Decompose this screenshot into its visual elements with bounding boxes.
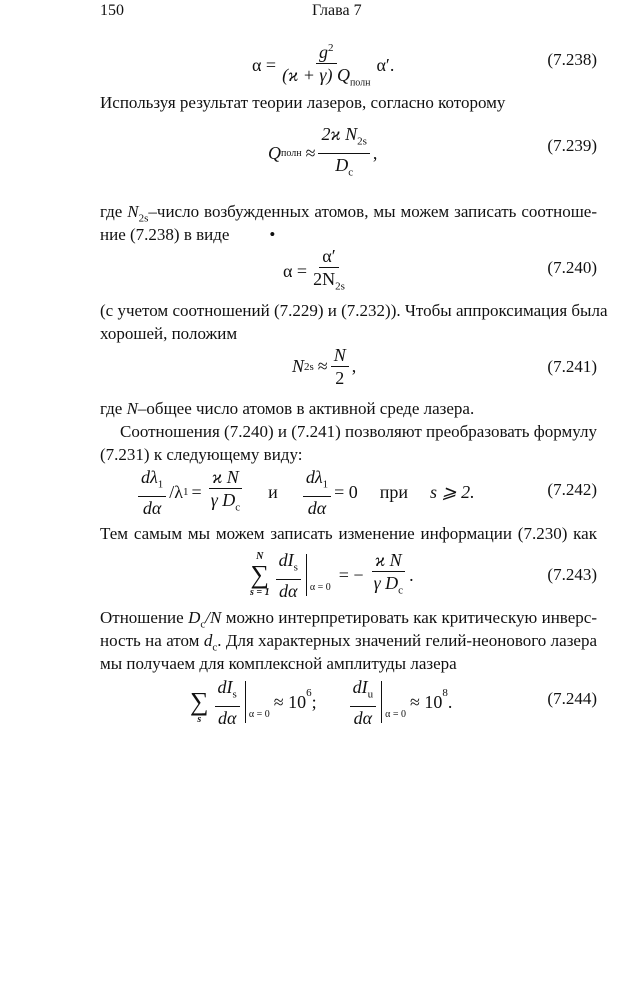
equation-7-243 [250,550,414,601]
text: где [100,202,128,221]
eq-sub: 1 [157,478,164,491]
eq-text: /λ [169,481,184,502]
sum-lower: s [197,714,202,726]
eq-tail: α′. [376,55,395,76]
eq-lhs: Q [268,142,281,163]
eq-text: = 0 [334,481,358,502]
eq-text: ≈ 10 [273,691,307,712]
text: можно интерпретировать как критическую инверс- [221,608,597,627]
fraction [310,246,348,297]
eq-sub: c [235,501,241,514]
sum-upper: N [256,551,264,563]
sub: 2s [138,212,149,225]
eq-num: dI [217,677,233,697]
eval-label: α = 0 [309,582,331,594]
eq-tail: . [409,564,414,585]
eq-den: dα [279,580,298,601]
var: /N [205,608,222,627]
paragraph-line [100,607,597,629]
equation-number: (7.244) [547,689,597,708]
eq-den: D [335,154,349,175]
eq-sub: 2s [335,280,345,293]
paragraph-line: (7.231) к следующему виду: [100,445,303,464]
eq-num: N [331,345,349,367]
fraction [318,124,369,182]
evaluation-bar [306,554,331,596]
eq-den: (ϰ + γ) Q [282,65,350,85]
paragraph-line [100,224,597,246]
fraction [276,550,301,601]
var: D [188,608,201,627]
paragraph-line: Используя результат теории лазеров, согласно которому [100,93,506,112]
eq-num: ϰ N [372,550,405,572]
paragraph-line: Соотношения (7.240) и (7.241) позволяют преобразовать формулу [120,422,598,441]
eq-tail: . [447,691,453,712]
eq-den: γ D [210,490,236,510]
paragraph-line: хорошей, положим [100,324,238,343]
eq-sub: 2s [357,135,367,148]
fraction [138,467,166,518]
sub: c [212,641,218,654]
eq-num: ϰ N [209,467,242,489]
text: где [100,399,127,418]
eq-den: dα [307,497,327,518]
evaluation-bar [381,681,406,723]
eq-num: dI [352,677,368,697]
sum-sign: N ∑ s = 1 [250,551,270,599]
eq-den: dα [142,497,162,518]
eq-text: ≈ 10 [410,691,443,712]
paragraph-line [100,201,597,223]
fraction [279,38,373,94]
eq-num: α′ [319,246,338,268]
equation-7-242 [135,467,475,518]
eval-label: α = 0 [385,709,407,721]
equation-number: (7.239) [547,136,597,155]
equation-7-239 [268,124,377,182]
eq-text: и [268,481,278,502]
text: . Для характерных значений гелий-неонового лазера [217,631,598,650]
fraction [371,550,406,601]
eq-num: g [319,42,329,62]
eq-sub: u [367,688,374,701]
eq-den: 2 [335,368,345,388]
equation-number: (7.243) [547,565,597,584]
equation-7-244 [190,677,452,728]
equation-number: (7.241) [547,357,597,376]
equation-number: (7.242) [547,480,597,499]
paragraph-line: мы получаем для комплексной амплитуды лазера [100,654,457,673]
paragraph-line [100,630,597,652]
fraction [303,467,331,518]
eq-den: dα [353,707,373,728]
eq-sup: 8 [442,687,448,699]
equation-number: (7.240) [547,258,597,277]
paragraph-line: (с учетом соотношений (7.229) и (7.232)). Чтобы аппроксимация была [100,301,608,320]
eq-sub: c [348,166,354,179]
fraction [215,677,240,728]
eq-text: ; [311,691,317,712]
eq-text: = [191,481,202,502]
equation-7-238 [252,38,394,94]
eq-lhs: N [292,356,305,376]
eq-approx: ≈ [317,356,328,376]
var: N [127,202,139,221]
text: –общее число атомов в активной среде лазера. [137,399,475,418]
paragraph-line: Тем самым мы можем записать изменение информации (7.230) как [100,524,597,543]
var: d [203,631,213,650]
eq-sub: s [232,688,237,701]
text: –число возбужденных атомов, мы можем записать соотноше- [148,202,598,221]
eq-sup: 6 [306,687,312,699]
eq-sup: 2 [328,42,334,54]
text: Отношение [100,608,189,627]
eq-sub: 1 [322,478,329,491]
fraction [350,677,377,728]
sum-sign: ∑ s [190,687,209,726]
eq-sub: 1 [183,486,189,499]
text: ние (7.238) в виде [100,225,230,244]
eq-num: dλ [141,467,158,487]
fraction [331,345,349,388]
equation-7-241 [292,345,356,388]
eq-num: dλ [305,467,323,487]
eq-sub: c [398,584,404,597]
eq-lhs: α = [252,55,277,76]
text: ность на атом [100,631,204,650]
eq-num: 2ϰ N [321,124,358,144]
eq-tail: , [351,356,357,376]
fraction [208,467,243,518]
chapter-title: Глава 7 [312,2,362,19]
eq-sub: полн [281,147,302,159]
eq-sub: s [293,561,298,574]
eq-text: = − [338,564,364,585]
sum-lower: s = 1 [250,587,270,599]
var: N [126,399,138,418]
eval-label: α = 0 [248,709,270,721]
eq-approx: ≈ [305,142,316,163]
evaluation-bar [245,681,270,723]
eq-den: 2N [313,269,336,289]
eq-den: dα [217,707,237,728]
eq-den: γ D [373,573,399,593]
eq-sub: 2s [304,360,314,373]
eq-sub: полн [349,77,371,89]
eq-text: s ⩾ 2. [430,481,475,502]
stray-dot: • [269,225,276,244]
eq-num: dI [278,550,294,570]
equation-7-240 [283,246,351,297]
equation-number: (7.238) [547,50,597,69]
eq-text: при [379,481,409,502]
eq-lhs: α = [283,260,308,281]
page-number: 150 [100,2,124,19]
eq-tail: , [372,142,378,163]
paragraph-line [100,398,597,420]
sub: c [200,618,206,631]
